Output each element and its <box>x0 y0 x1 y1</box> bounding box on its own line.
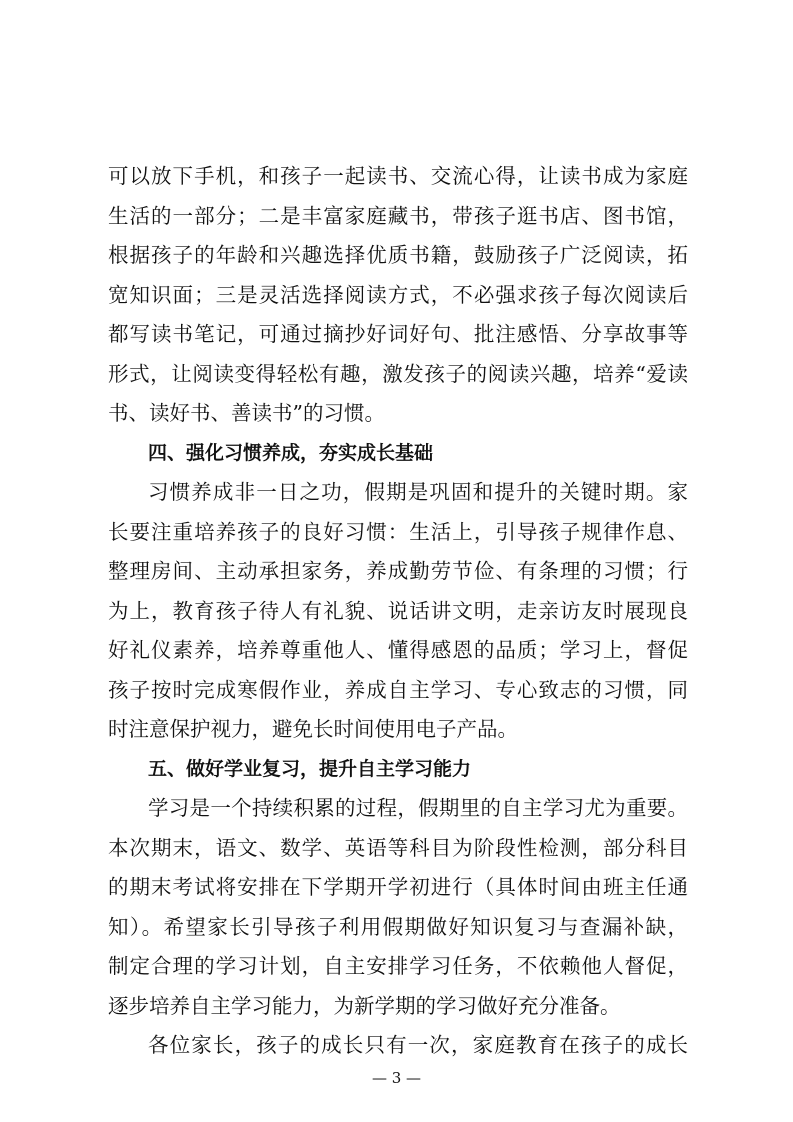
paragraph-line: 根据孩子的年龄和兴趣选择优质书籍，鼓励孩子广泛阅读，拓 <box>108 243 688 267</box>
section-heading: 四、强化习惯养成，夯实成长基础 <box>148 442 434 464</box>
paragraph-line: 都写读书笔记，可通过摘抄好词好句、批注感悟、分享故事等 <box>108 322 688 346</box>
paragraph-line: 宽知识面；三是灵活选择阅读方式，不必强求孩子每次阅读后 <box>108 283 688 307</box>
paragraph-line: 逐步培养自主学习能力，为新学期的学习做好充分准备。 <box>108 994 621 1018</box>
paragraph-line: 可以放下手机，和孩子一起读书、交流心得，让读书成为家庭 <box>108 164 688 188</box>
page-number: — 3 — <box>371 1069 422 1087</box>
paragraph-line: 长要注重培养孩子的良好习惯：生活上，引导孩子规律作息、 <box>108 520 688 544</box>
paragraph-line: 书、读好书、善读书”的习惯。 <box>108 401 385 425</box>
paragraph-line: 生活的一部分；二是丰富家庭藏书，带孩子逛书店、图书馆， <box>108 204 688 228</box>
paragraph-line: 制定合理的学习计划，自主安排学习任务，不依赖他人督促， <box>108 954 688 978</box>
paragraph-line: 各位家长，孩子的成长只有一次，家庭教育在孩子的成长 <box>148 1033 688 1057</box>
paragraph-line: 知）。希望家长引导孩子利用假期做好知识复习与查漏补缺， <box>108 915 688 939</box>
paragraph-line: 时注意保护视力，避免长时间使用电子产品。 <box>108 717 518 741</box>
paragraph-line: 习惯养成非一日之功，假期是巩固和提升的关键时期。家 <box>148 480 688 504</box>
paragraph-line: 孩子按时完成寒假作业，养成自主学习、专心致志的习惯，同 <box>108 678 688 702</box>
paragraph-line: 形式，让阅读变得轻松有趣，激发孩子的阅读兴趣，培养“爱读 <box>108 362 688 386</box>
paragraph-line: 本次期末，语文、数学、英语等科目为阶段性检测，部分科目 <box>108 836 688 860</box>
paragraph-line: 的期末考试将安排在下学期开学初进行（具体时间由班主任通 <box>108 875 688 899</box>
paragraph-line: 为上，教育孩子待人有礼貌、说话讲文明，走亲访友时展现良 <box>108 599 688 623</box>
paragraph-line: 整理房间、主动承担家务，养成勤劳节俭、有条理的习惯；行 <box>108 559 688 583</box>
paragraph-line: 好礼仪素养，培养尊重他人、懂得感恩的品质；学习上，督促 <box>108 638 688 662</box>
paragraph-line: 学习是一个持续积累的过程，假期里的自主学习尤为重要。 <box>148 796 688 820</box>
section-heading: 五、做好学业复习，提升自主学习能力 <box>148 758 472 780</box>
